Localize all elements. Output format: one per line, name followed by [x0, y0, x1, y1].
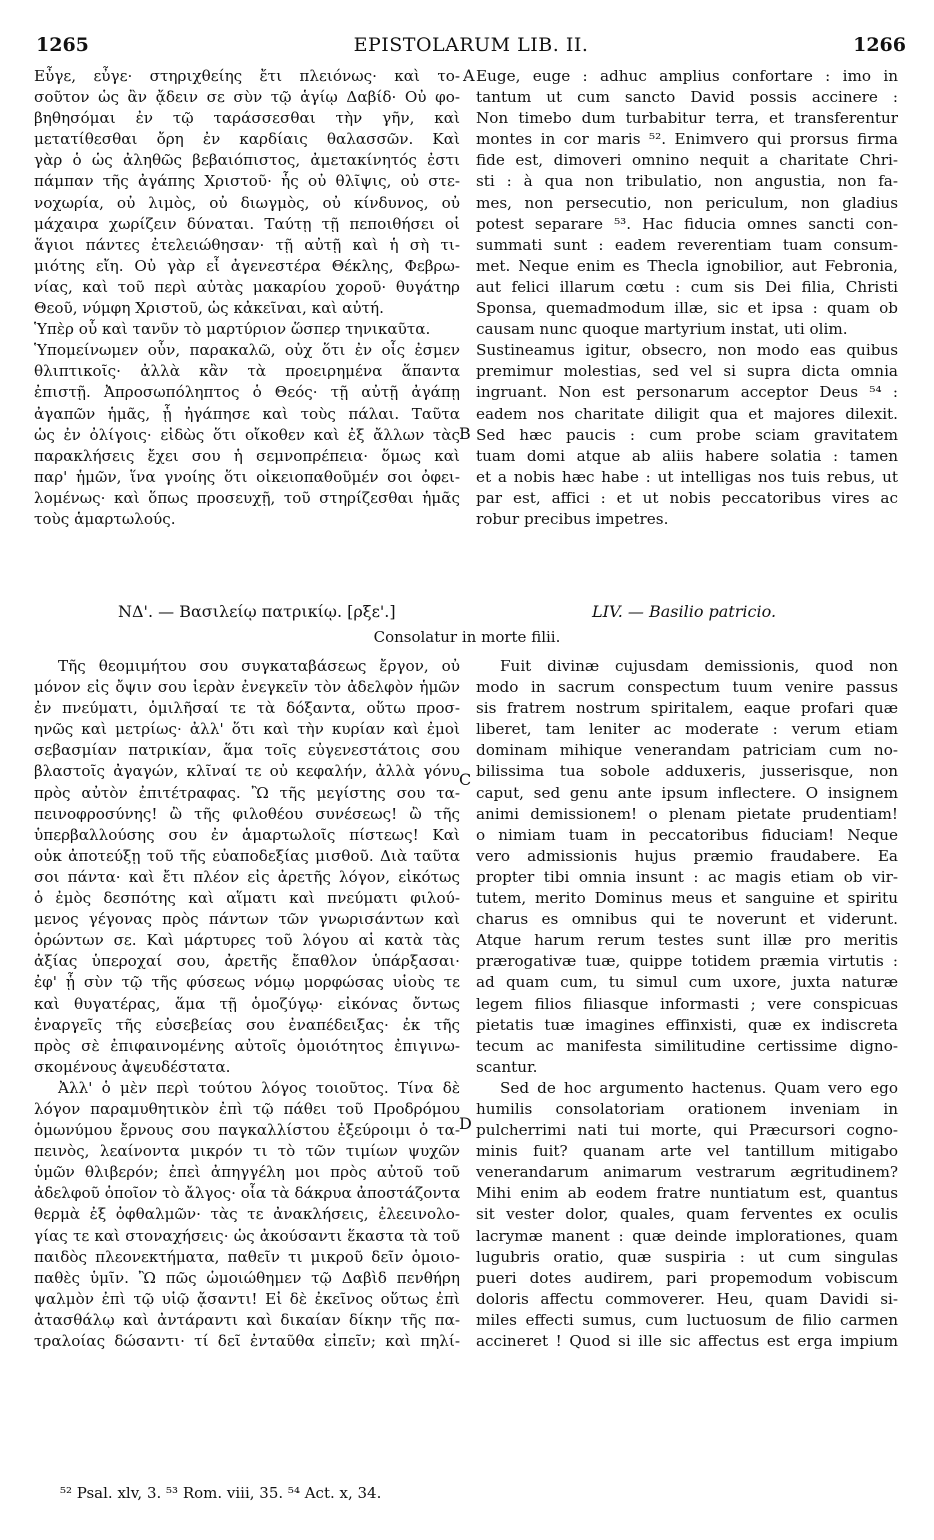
text-line: ὁμωνύμου ἔρνους σου παγκαλλίστου ἐξεύροιμι ὁ τα-	[34, 1121, 460, 1140]
margin-letter-c: C	[459, 770, 472, 789]
text-line: ὑμῶν θλιβερόν; ἐπεὶ ἀπηγγέλη μοι πρὸς αὐτοῦ τοῦ	[34, 1163, 460, 1182]
text-line: Ὑπομείνωμεν οὖν, παρακαλῶ, οὐχ ὅτι ἐν οἷς ἐσμεν	[34, 341, 460, 360]
text-line: tecum ac manifesta similitudine certissime digno-	[476, 1036, 898, 1055]
text-line: τοὺς ἁμαρτωλούς.	[34, 509, 176, 528]
text-line: montes in cor maris ⁵². Enimvero qui prorsus firma	[476, 130, 898, 149]
text-line: par est, affici : et ut nobis peccatoribus vires ac	[476, 488, 898, 507]
text-line: θλιπτικοῖς· ἀλλὰ κἂν τὰ προειρημένα ἅπαντα	[34, 362, 460, 381]
running-title: EPISTOLARUM LIB. II.	[353, 34, 589, 56]
latin-letter-title: LIV. — Basilio patricio.	[592, 602, 777, 621]
margin-letter-a: A	[463, 66, 475, 85]
text-line: bilissima tua sobole adduxeris, jusserisque, non	[476, 762, 898, 781]
text-line: Ἀλλ' ὁ μὲν περὶ τούτου λόγος τοιοῦτος. Τίνα δὲ	[58, 1078, 460, 1097]
text-line: σεβασμίαν πατρικίαν, ἅμα τοῖς εὐγενεστάτοις σου	[34, 741, 460, 760]
margin-letter-d: D	[459, 1114, 472, 1133]
text-line: premimur molestias, sed vel si supra dicta omnia	[476, 362, 898, 381]
footnotes: ⁵² Psal. xlv, 3. ⁵³ Rom. viii, 35. ⁵⁴ Act. x, 34.	[60, 1484, 382, 1502]
text-line: Mihi enim ab eodem fratre nuntiatum est, quantus	[476, 1184, 898, 1203]
text-line: ἀγαπῶν ἡμᾶς, ᾗ ἠγάπησε καὶ τοὺς πάλαι. Ταῦτα	[34, 404, 460, 423]
text-line: ἐπιστῇ. Ἀπροσωπόληπτος ὁ Θεός· τῇ αὐτῇ ἀγάπῃ	[34, 383, 460, 402]
text-line: σοῦτον ὡς ἂν ᾄδειν σε σὺν τῷ ἁγίῳ Δαβίδ· Οὐ φο-	[34, 88, 460, 107]
text-line: Sed de hoc argumento hactenus. Quam vero ego	[500, 1078, 898, 1097]
text-line: ἐν πνεύματι, ὁμιλῆσαί τε τὰ δόξαντα, οὕτω προσ-	[34, 699, 460, 718]
page-header	[36, 34, 906, 58]
text-line: ad quam cum, tu simul cum uxore, juxta naturæ	[476, 973, 898, 992]
text-line: robur precibus impetres.	[476, 509, 669, 528]
text-line: μάχαιρα χωρίζειν δύναται. Ταύτῃ τῇ πεποιθήσει οἱ	[34, 214, 460, 233]
text-line: minis fuit? quanam arte vel tantillum mitigabo	[476, 1142, 898, 1161]
text-line: mes, non persecutio, non periculum, non gladius	[476, 193, 898, 212]
text-line: γίας τε καὶ στοναχήσεις· ὡς ἀκούσαντι ἕκαστα τὰ τοῦ	[34, 1226, 460, 1245]
text-line: νίας, καὶ τοῦ περὶ αὐτὰς μακαρίου χοροῦ· θυγάτηρ	[34, 277, 460, 296]
text-line: ἐφ' ᾗ σὺν τῷ τῆς φύσεως νόμῳ μορφώσας υἱοὺς τε	[34, 973, 460, 992]
text-line: Non timebo dum turbabitur terra, et transferentur	[476, 109, 898, 128]
text-line: o nimiam tuam in peccatoribus fiduciam! Neque	[476, 825, 898, 844]
text-line: eadem nos charitate diligit qua et majores dilexit.	[476, 404, 898, 423]
text-line: sti : à qua non tribulatio, non angustia, non fa-	[476, 172, 898, 191]
text-line: propter tibi omnia insunt : ac magis etiam ob vir-	[476, 867, 898, 886]
text-line: scantur.	[476, 1057, 538, 1076]
text-line: πεινὸς, λεαίνοντα μικρόν τι τὸ τῶν τιμίων ψυχῶν	[34, 1142, 460, 1161]
text-line: σοι πάντα· καὶ ἔτι πλέον εἰς ἀρετῆς λόγον, εἰκότως	[34, 867, 460, 886]
text-line: τραλοίας δώσαντι· τί δεῖ ἐνταῦθα εἰπεῖν; καὶ πηλί-	[34, 1332, 460, 1350]
text-line: doloris affectu commoverer. Heu, quam Davidi si-	[476, 1289, 898, 1308]
text-line: Euge, euge : adhuc amplius confortare : imo in	[476, 67, 898, 85]
text-line: παιδὸς πλεονεκτήματα, παθεῖν τι μικροῦ δεῖν ὁμοιο-	[34, 1247, 460, 1266]
greek-column-bottom	[34, 656, 460, 1352]
text-line: πεινοφροσύνης! ὢ τῆς φιλοθέου συνέσεως! ὢ τῆς	[34, 804, 460, 823]
text-line: ἅγιοι πάντες ἐτελειώθησαν· τῇ αὐτῇ καὶ ἡ σὴ τι-	[34, 235, 460, 254]
text-line: ὑπερβαλλούσης σου ἐν ἁμαρτωλοῖς πίστεως! Καὶ	[34, 825, 460, 844]
text-line: legem filios filiasque informasti ; vere conspicuas	[476, 994, 898, 1013]
text-line: sit vester dolor, quales, quam ferventes ex oculis	[476, 1205, 898, 1224]
text-line: νοχωρία, οὐ λιμὸς, οὐ διωγμὸς, οὐ κίνδυνος, οὐ	[34, 193, 460, 212]
text-line: Sustineamus igitur, obsecro, non modo eas quibus	[476, 341, 898, 360]
text-line: παθὲς ὑμῖν. Ὢ πῶς ὡμοιώθημεν τῷ Δαβὶδ πενθήρη	[34, 1268, 460, 1287]
margin-letter-b: B	[459, 424, 471, 443]
text-line: βλαστοῖς ἀγαγών, κλῖναί τε οὐ κεφαλήν, ἀλλὰ γόνυ	[34, 762, 460, 781]
text-line: παρακλήσεις ἔχει σου ἡ σεμνοπρέπεια· ὅμως καὶ	[34, 446, 460, 465]
text-line: ingruant. Non est personarum acceptor Deus ⁵⁴ :	[476, 383, 898, 402]
text-line: ἀτασθάλῳ καὶ ἀντάραντι καὶ δικαίαν δίκην τῆς πα-	[34, 1310, 460, 1329]
text-line: tuam domi atque ab aliis habere solatia : tamen	[476, 446, 898, 465]
text-line: γὰρ ὁ ὡς ἀληθῶς βεβαιόπιστος, ἀμετακίνητός ἐστι	[34, 151, 460, 170]
text-line: λόγον παραμυθητικὸν ἐπὶ τῷ πάθει τοῦ Προδρόμου	[34, 1099, 460, 1118]
text-line: βηθησόμαι ἐν τῷ ταράσσεσθαι τὴν γῆν, καὶ	[34, 109, 460, 128]
text-line: miles effecti sumus, cum luctuosum de filio carmen	[476, 1310, 898, 1329]
text-line: ὡς ἐν ὀλίγοις· εἰδὼς ὅτι οἴκοθεν καὶ ἐξ ἄλλων τὰς	[34, 425, 460, 444]
text-line: lugubris oratio, quæ suspiria : ut cum singulas	[476, 1247, 898, 1266]
text-line: charus es omnibus qui te noverunt et viderunt.	[476, 910, 898, 929]
text-line: prærogativæ tuæ, quippe totidem præmia virtutis :	[476, 952, 898, 971]
text-line: animi demissionem! o plenam pietate prudentiam!	[476, 804, 898, 823]
text-line: θερμὰ ἐξ ὀφθαλμῶν· τὰς τε ἀνακλήσεις, ἐλεεινολο-	[34, 1205, 460, 1224]
text-line: met. Neque enim es Thecla ignobilior, aut Febronia,	[476, 256, 898, 275]
text-line: potest separare ⁵³. Hac fiducia omnes sancti con-	[476, 214, 898, 233]
text-line: tantum ut cum sancto David possis accinere :	[476, 88, 898, 107]
text-line: Τῆς θεομιμήτου σου συγκαταβάσεως ἔργον, οὐ	[58, 657, 460, 675]
text-line: μετατίθεσθαι ὄρη ἐν καρδίαις θαλασσῶν. Καὶ	[34, 130, 460, 149]
text-line: venerandarum animarum vestrarum ægritudinem?	[476, 1163, 898, 1182]
text-line: pulcherrimi nati tui morte, qui Præcursori cogno-	[476, 1121, 898, 1140]
page-number-left: 1265	[36, 34, 89, 56]
text-line: accineret ! Quod si ille sic affectus est erga impium	[476, 1332, 898, 1350]
text-line: οὐκ ἀποτεύξῃ τοῦ τῆς εὐαποδεξίας μισθοῦ. Διὰ ταῦτα	[34, 846, 460, 865]
text-line: ἀξίας ὑπεροχαί σου, ἀρετῆς ἔπαθλον ὑπάρξασαι·	[34, 952, 460, 971]
text-line: πάμπαν τῆς ἀγάπης Χριστοῦ· ἧς οὐ θλῖψις, οὐ στε-	[34, 172, 460, 191]
text-line: ψαλμὸν ἐπὶ τῷ υἱῷ ᾄσαντι! Εἰ δὲ ἐκεῖνος οὕτως ἐπὶ	[34, 1289, 460, 1308]
text-line: μόνον εἰς ὄψιν σου ἱερὰν ἐνεγκεῖν τὸν ἀδελφὸν ἡμῶν	[34, 678, 460, 697]
text-line: Sponsa, quemadmodum illæ, sic et ipsa : quam ob	[476, 299, 898, 318]
text-line: ἀδελφοῦ ὁποῖον τὸ ἄλγος· οἷα τὰ δάκρυα ἀποστάζοντα	[34, 1184, 460, 1203]
page-number-right: 1266	[853, 34, 906, 56]
text-line: ὁ ἐμὸς δεσπότης καὶ αἵματι καὶ πνεύματι φιλού-	[34, 889, 460, 908]
text-line: et a nobis hæc habe : ut intelligas nos tuis rebus, ut	[476, 467, 898, 486]
text-line: Θεοῦ, νύμφη Χριστοῦ, ὡς κἀκεῖναι, καὶ αὐτή.	[34, 299, 384, 318]
text-line: Fuit divinæ cujusdam demissionis, quod non	[500, 657, 898, 675]
text-line: μενος γέγονας πρὸς πάντων τῶν γνωρισάντων καὶ	[34, 910, 460, 929]
text-line: modo in sacrum conspectum tuum venire passus	[476, 678, 898, 697]
text-line: humilis consolatoriam orationem inveniam in	[476, 1099, 898, 1118]
text-line: πρὸς αὐτὸν ἐπιτέτραφας. Ὢ τῆς μεγίστης σου τα-	[34, 783, 460, 802]
text-line: dominam mihique venerandam patriciam cum no-	[476, 741, 898, 760]
letter-subtitle: Consolatur in morte filii.	[373, 628, 561, 646]
text-line: lacrymæ manent : quæ deinde implorationes, quam	[476, 1226, 898, 1245]
text-line: caput, sed genu ante ipsum inflectere. O insignem	[476, 783, 898, 802]
text-line: Sed hæc paucis : cum probe sciam gravitatem	[476, 425, 898, 444]
text-line: ηνῶς καὶ μετρίως· ἀλλ' ὅτι καὶ τὴν κυρίαν καὶ ἐμοὶ	[34, 720, 460, 739]
text-line: Ὑπὲρ οὗ καὶ τανῦν τὸ μαρτύριον ὥσπερ τηνικαῦτα.	[34, 320, 431, 339]
text-line: summati sunt : eadem reverentiam tuam consum-	[476, 235, 898, 254]
greek-column-top	[34, 66, 460, 530]
latin-column-top	[476, 66, 898, 530]
text-line: tutem, merito Dominus meus et sanguine et spiritu	[476, 889, 898, 908]
text-line: μιότης εἴη. Οὐ γὰρ εἶ ἀγενεστέρα Θέκλης, Φεβρω-	[34, 256, 460, 275]
text-line: παρ' ἡμῶν, ἵνα γνοίης ὅτι οἰκειοπαθοῦμέν σοι ὀφει-	[34, 467, 460, 486]
text-line: ἐναργεῖς τῆς εὐσεβείας σου ἐναπέδειξας· ἐκ τῆς	[34, 1015, 460, 1034]
text-line: pueri dotes audirem, pari propemodum vobiscum	[476, 1268, 898, 1287]
text-line: vero admissionis hujus præmio fraudabere. Ea	[476, 846, 898, 865]
text-line: aut felici illarum cœtu : cum sis Dei filia, Christi	[476, 277, 898, 296]
text-line: σκομένους ἀψευδέστατα.	[34, 1057, 231, 1076]
text-line: Εὖγε, εὖγε· στηριχθείης ἔτι πλειόνως· καὶ το-	[34, 67, 460, 85]
text-line: causam nunc quoque martyrium instat, uti olim.	[476, 320, 848, 339]
text-line: Atque harum rerum testes sunt illæ pro meritis	[476, 931, 898, 950]
text-line: λομένως· καὶ ὅπως προσευχῇ, τοῦ στηρίζεσθαι ἡμᾶς	[34, 488, 460, 507]
latin-column-bottom	[476, 656, 898, 1352]
text-line: fide est, dimoveri omnino nequit a charitate Chri-	[476, 151, 898, 170]
text-line: καὶ θυγατέρας, ἅμα τῇ ὁμοζύγῳ· εἰκόνας ὄντως	[34, 994, 460, 1013]
greek-letter-title: ΝΔ'. — Βασιλείῳ πατρικίῳ. [ρξε'.]	[118, 602, 396, 621]
text-line: sis fratrem nostrum spiritalem, eaque profari quæ	[476, 699, 898, 718]
text-line: pietatis tuæ imagines effinxisti, quæ ex indiscreta	[476, 1015, 898, 1034]
text-line: πρὸς σὲ ἐπιφαινομένης αὐτοῖς ὁμοιότητος ἐπιγινω-	[34, 1036, 460, 1055]
text-line: ὁρώντων σε. Καὶ μάρτυρες τοῦ λόγου αἱ κατὰ τὰς	[34, 931, 460, 950]
text-line: liberet, tam leniter ac moderate : verum etiam	[476, 720, 898, 739]
